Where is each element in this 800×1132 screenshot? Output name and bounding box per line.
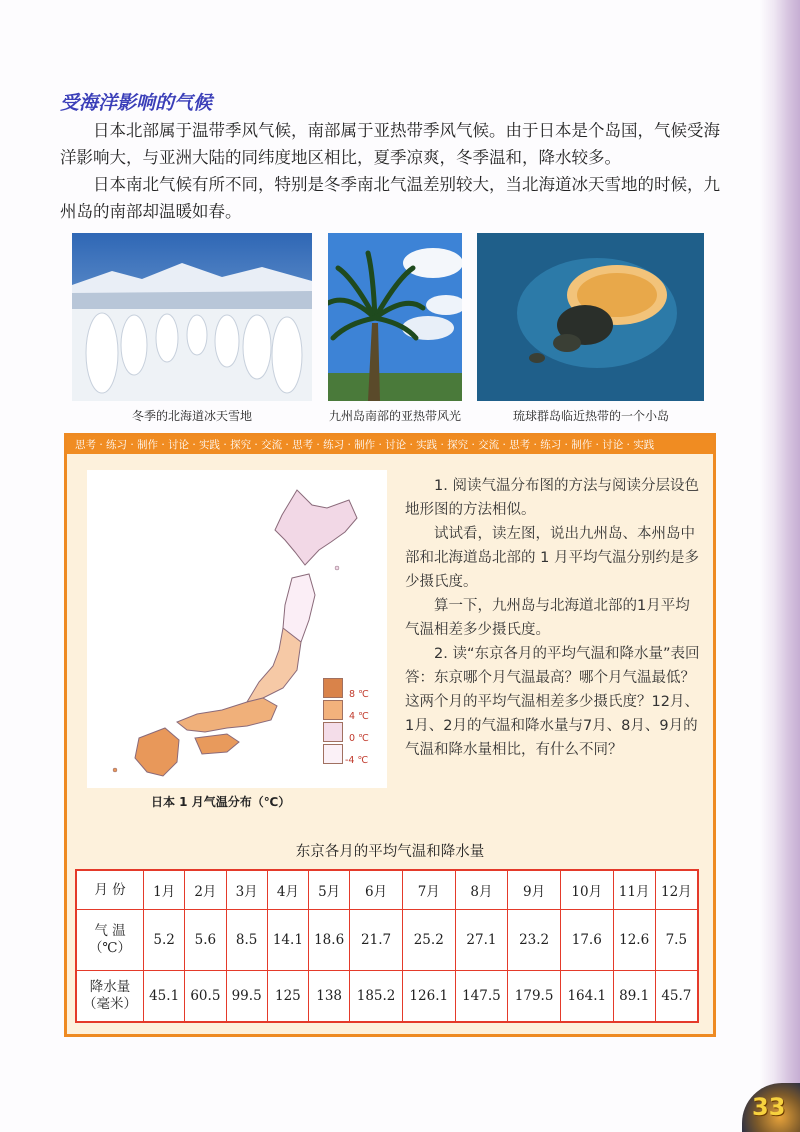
legend-swatch-0	[323, 722, 343, 742]
month-cell: 10月	[560, 870, 613, 910]
legend-label-0: 0 ℃	[349, 733, 369, 744]
precipitation-cell: 99.5	[226, 971, 267, 1023]
question-2: 2. 读“东京各月的平均气温和降水量”表回答：东京哪个月气温最高？哪个月气温最低？这两个月的平均气温相差多少摄氏度？12月、1月、2月的气温和降水量与7月、8月、9月的气温和降水量相比，有什么不同？	[405, 646, 700, 758]
precipitation-cell: 45.7	[655, 971, 698, 1023]
temperature-cell: 12.6	[613, 910, 655, 971]
page-number-badge	[742, 1083, 800, 1132]
temperature-cell: 23.2	[508, 910, 561, 971]
month-cell: 1月	[144, 870, 185, 910]
question-1-task-1: 试试看，读左图，说出九州岛、本州岛中部和北海道岛北部的 1 月平均气温分别约是多少摄氏度。	[405, 526, 699, 590]
temperature-cell: 27.1	[455, 910, 508, 971]
activity-box	[64, 433, 716, 1037]
precipitation-cell: 45.1	[144, 971, 185, 1023]
legend-label-minus4: -4 ℃	[345, 755, 369, 766]
question-1-task-2: 算一下，九州岛与北海道北部的1月平均气温相差多少摄氏度。	[405, 598, 690, 638]
month-cell: 8月	[455, 870, 508, 910]
map-honshu-central	[247, 628, 301, 702]
precipitation-header	[76, 971, 144, 1023]
page-edge-decoration	[760, 0, 800, 1132]
precipitation-cell: 164.1	[560, 971, 613, 1023]
precipitation-cell: 126.1	[402, 971, 455, 1023]
month-cell: 11月	[613, 870, 655, 910]
temperature-cell: 18.6	[309, 910, 350, 971]
photo-hokkaido-snow	[72, 233, 312, 401]
temperature-cell: 25.2	[402, 910, 455, 971]
photo-caption-hokkaido: 冬季的北海道冰天雪地	[131, 409, 252, 423]
page-number: 33	[752, 1093, 786, 1121]
precipitation-cell: 125	[267, 971, 308, 1023]
month-cell: 12月	[655, 870, 698, 910]
month-cell: 4月	[267, 870, 308, 910]
table-title: 东京各月的平均气温和降水量	[295, 844, 485, 860]
temperature-cell: 17.6	[560, 910, 613, 971]
photo-ryukyu-island	[477, 233, 704, 401]
photo-kyushu-palm	[328, 233, 462, 401]
month-cell: 5月	[309, 870, 350, 910]
legend-label-4: 4 ℃	[349, 711, 369, 722]
photo-caption-ryukyu: 琉球群岛临近热带的一个小岛	[512, 409, 669, 423]
table-row-precipitation	[76, 971, 698, 1023]
activity-band: 思考 · 练习 · 制作 · 讨论 · 实践 · 探究 · 交流 · 思考 · 练习 · 制作 · 讨论 · 实践 · 探究 · 交流 · 思考 · 练习 · 制作 · 讨论 · 实践	[67, 436, 713, 454]
precipitation-cell: 138	[309, 971, 350, 1023]
temperature-cell: 5.6	[185, 910, 226, 971]
precipitation-cell: 147.5	[455, 971, 508, 1023]
precipitation-cell: 185.2	[350, 971, 403, 1023]
map-hokkaido	[275, 490, 357, 565]
precipitation-cell: 179.5	[508, 971, 561, 1023]
temperature-cell: 5.2	[144, 910, 185, 971]
map-kyushu	[135, 728, 179, 776]
legend-swatch-minus4	[323, 744, 343, 764]
month-cell: 9月	[508, 870, 561, 910]
month-header: 月 份	[76, 870, 144, 910]
month-cell: 6月	[350, 870, 403, 910]
precipitation-cell: 60.5	[185, 971, 226, 1023]
paragraph-2: 日本南北气候有所不同，特别是冬季南北气温差别较大，当北海道冰天雪地的时候，九州岛的南部却温暖如春。	[60, 175, 720, 221]
map-caption: 日本 1 月气温分布（℃）	[151, 795, 291, 809]
temperature-header	[76, 910, 144, 971]
table-row-months	[76, 870, 698, 910]
temperature-unit: （℃）	[88, 940, 132, 956]
map-shikoku	[195, 734, 239, 754]
precipitation-cell: 89.1	[613, 971, 655, 1023]
legend-swatch-8	[323, 678, 343, 698]
photo-caption-kyushu: 九州岛南部的亚热带风光	[328, 409, 461, 423]
temperature-label: 气 温	[94, 923, 126, 939]
map-honshu-south	[177, 698, 277, 732]
precipitation-label: 降水量	[89, 979, 131, 995]
month-cell: 3月	[226, 870, 267, 910]
temperature-cell: 7.5	[655, 910, 698, 971]
legend-swatch-4	[323, 700, 343, 720]
paragraph-1: 日本北部属于温带季风气候，南部属于亚热带季风气候。由于日本是个岛国，气候受海洋影响大，与亚洲大陆的同纬度地区相比，夏季凉爽，冬季温和，降水较多。	[60, 121, 720, 167]
section-title: 受海洋影响的气候	[60, 92, 213, 114]
month-cell: 2月	[185, 870, 226, 910]
precipitation-unit: （毫米）	[83, 996, 137, 1012]
temperature-cell: 21.7	[350, 910, 403, 971]
climate-table	[75, 869, 699, 1023]
temperature-cell: 8.5	[226, 910, 267, 971]
temperature-cell: 14.1	[267, 910, 308, 971]
question-1-intro: 1. 阅读气温分布图的方法与阅读分层设色地形图的方法相似。	[405, 478, 699, 518]
legend-label-8: 8 ℃	[349, 689, 369, 700]
table-row-temperature	[76, 910, 698, 971]
month-cell: 7月	[402, 870, 455, 910]
